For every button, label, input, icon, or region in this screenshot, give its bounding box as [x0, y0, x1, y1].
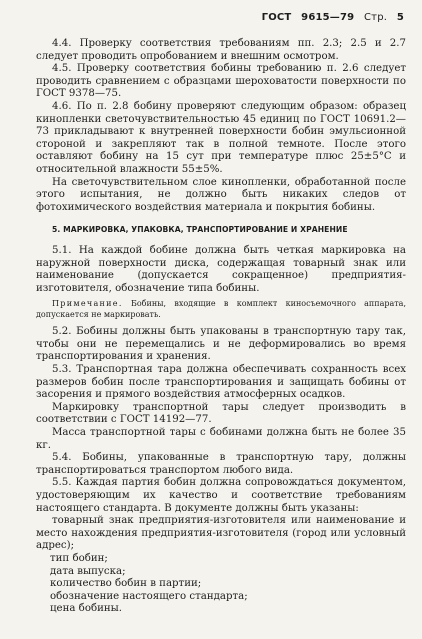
document-items-list	[36, 553, 406, 616]
paragraph-4-6: 4.6. По п. 2.8 бобину проверяют следующим образом: образец кинопленки светочувствительностью 45 единиц по ГОСТ 10691.2—73 прикладывают к внутренней поверхности бобин эмульсионной стороной и закрепляют так в полной темноте. После этого оставляют бобину на 15 сут при температуре плюс 25±5°С и относительной влажности 55±5%.	[36, 100, 406, 175]
paragraph-trademark: товарный знак предприятия-изготовителя или наименование и место нахождения предприятия-изготовителя (город или условный адрес);	[36, 515, 406, 552]
paragraph-5-2: 5.2. Бобины должны быть упакованы в транспортную тару так, чтобы они не перемещались и не деформировались во время транспортирования и хранения.	[36, 326, 406, 363]
paragraph-4-4: 4.4. Проверку соответствия требованиям пп. 2.3; 2.5 и 2.7 следует проводить опробованием и внешним осмотром.	[36, 38, 406, 62]
paragraph-marking: Маркировку транспортной тары следует производить в соответствии с ГОСТ 14192—77.	[36, 401, 406, 426]
list-item: обозначение настоящего стандарта;	[50, 590, 248, 602]
note-lead: Примечание.	[52, 299, 123, 309]
paragraph-5-1: 5.1. На каждой бобине должна быть четкая маркировка на наружной поверхности диска, содержащая товарный знак или наименование (допускается сокращенное) предприятия-изготовителя, обозначение типа бобины.	[36, 244, 406, 294]
paragraph-5-3: 5.3. Транспортная тара должна обеспечивать сохранность всех размеров бобин после транспортирования и защищать бобины от засорения и прямого воздействия атмосферных осадков.	[36, 364, 406, 401]
paragraph-5-4: 5.4. Бобины, упакованные в транспортную тару, должны транспортироваться транспортом любого вида.	[36, 452, 406, 476]
list-item: количество бобин в партии;	[50, 578, 202, 590]
page-header	[256, 12, 404, 23]
paragraph-4-6-result: На светочувствительном слое кинопленки, обработанной после этого испытания, не должно быть никаких следов от фотохимического воздействия материала и покрытия бобины.	[36, 176, 406, 213]
paragraph-5-5: 5.5. Каждая партия бобин должна сопровождаться документом, удостоверяющим их качество и соответствие требованиям настоящего стандарта. В документе должны быть указаны:	[36, 477, 406, 514]
page-label: Стр.	[364, 12, 388, 23]
paragraph-4-5: 4.5. Проверку соответствия бобины требованию п. 2.6 следует проводить сравнением с образцами шероховатости поверхности по ГОСТ 9378—75.	[36, 63, 406, 100]
document-body	[36, 38, 406, 616]
list-item: дата выпуска;	[50, 565, 126, 577]
note-text: Бобины, входящие в комплект киносъемочного аппарата, допускается не маркировать.	[36, 299, 406, 319]
page-number: 5	[396, 12, 404, 23]
paragraph-mass: Масса транспортной тары с бобинами должна быть не более 35 кг.	[36, 427, 406, 451]
section-title: 5. МАРКИРОВКА, УПАКОВКА, ТРАНСПОРТИРОВАНИЕ И ХРАНЕНИЕ	[52, 225, 348, 235]
list-item: цена бобины.	[50, 603, 123, 615]
list-item: тип бобин;	[50, 552, 108, 564]
standard-number: 9615—79	[301, 12, 355, 23]
note	[36, 299, 406, 320]
standard-label: ГОСТ	[261, 12, 292, 23]
